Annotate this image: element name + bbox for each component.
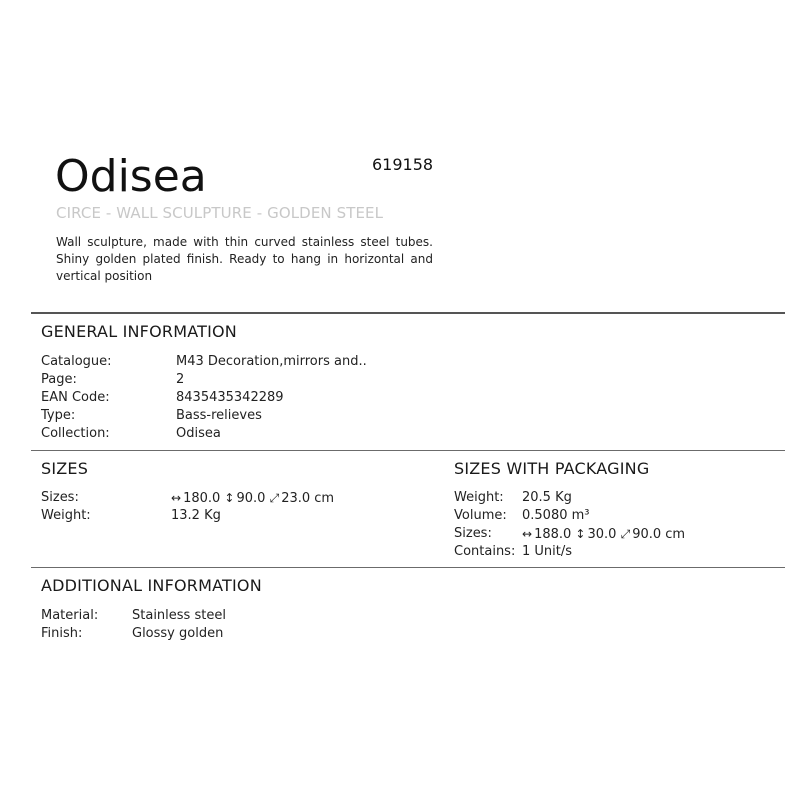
catalogue-value: M43 Decoration,mirrors and.. bbox=[176, 354, 367, 369]
height-value: 90.0 bbox=[236, 491, 266, 506]
product-reference: 619158 bbox=[372, 155, 434, 174]
finish-label: Finish: bbox=[41, 626, 83, 641]
ean-label: EAN Code: bbox=[41, 390, 110, 405]
sizes-with-packaging-heading: SIZES WITH PACKAGING bbox=[454, 459, 650, 478]
general-information-heading: GENERAL INFORMATION bbox=[41, 322, 237, 341]
packaging-weight-label: Weight: bbox=[454, 490, 504, 505]
ean-value: 8435435342289 bbox=[176, 390, 284, 405]
packaging-sizes-label: Sizes: bbox=[454, 526, 492, 541]
packaging-dimensions bbox=[522, 525, 685, 544]
type-label: Type: bbox=[41, 408, 76, 423]
section-divider bbox=[31, 567, 785, 568]
width-arrow-icon: ↔ bbox=[522, 527, 533, 541]
material-value: Stainless steel bbox=[132, 608, 226, 623]
sizes-dimensions bbox=[171, 489, 334, 508]
sizes-heading: SIZES bbox=[41, 459, 89, 478]
height-arrow-icon: ↕ bbox=[575, 527, 586, 541]
page-value: 2 bbox=[176, 372, 185, 387]
collection-value: Odisea bbox=[176, 426, 221, 441]
page-label: Page: bbox=[41, 372, 77, 387]
packaging-contains-value: 1 Unit/s bbox=[522, 544, 573, 559]
finish-value: Glossy golden bbox=[132, 626, 224, 641]
packaging-depth-value: 90.0 cm bbox=[632, 527, 686, 542]
packaging-volume-value: 0.5080 m³ bbox=[522, 508, 590, 523]
additional-information-heading: ADDITIONAL INFORMATION bbox=[41, 576, 262, 595]
packaging-height-value: 30.0 bbox=[587, 527, 617, 542]
section-divider bbox=[31, 450, 785, 451]
product-title: Odisea bbox=[55, 151, 207, 202]
packaging-volume-label: Volume: bbox=[454, 508, 507, 523]
depth-value: 23.0 cm bbox=[281, 491, 335, 506]
width-value: 180.0 bbox=[183, 491, 221, 506]
product-description: Wall sculpture, made with thin curved stainless steel tubes. Shiny golden plated finish. Ready to hang in horizontal and vertical position bbox=[56, 235, 433, 283]
section-divider bbox=[31, 312, 785, 314]
weight-label: Weight: bbox=[41, 508, 91, 523]
depth-arrow-icon: ⤢ bbox=[620, 527, 631, 541]
material-label: Material: bbox=[41, 608, 99, 623]
type-value: Bass-relieves bbox=[176, 408, 262, 423]
packaging-weight-value: 20.5 Kg bbox=[522, 490, 572, 505]
collection-label: Collection: bbox=[41, 426, 110, 441]
product-subtitle: CIRCE - WALL SCULPTURE - GOLDEN STEEL bbox=[56, 204, 384, 222]
catalogue-label: Catalogue: bbox=[41, 354, 112, 369]
depth-arrow-icon: ⤢ bbox=[269, 491, 280, 505]
packaging-contains-label: Contains: bbox=[454, 544, 516, 559]
packaging-width-value: 188.0 bbox=[534, 527, 572, 542]
sizes-label: Sizes: bbox=[41, 490, 79, 505]
height-arrow-icon: ↕ bbox=[224, 491, 235, 505]
width-arrow-icon: ↔ bbox=[171, 491, 182, 505]
weight-value: 13.2 Kg bbox=[171, 508, 221, 523]
